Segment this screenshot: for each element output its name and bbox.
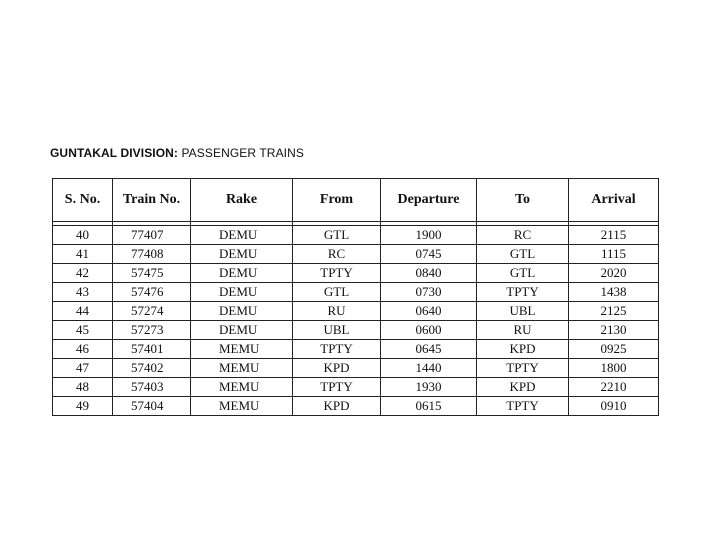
header-from: From	[293, 179, 381, 222]
cell-from: GTL	[293, 226, 381, 245]
cell-sno: 42	[53, 264, 113, 283]
header-arrival: Arrival	[569, 179, 659, 222]
cell-departure: 0615	[381, 397, 477, 416]
heading-division: GUNTAKAL DIVISION:	[50, 146, 179, 160]
cell-train-no: 77407	[113, 226, 191, 245]
cell-from: RU	[293, 302, 381, 321]
cell-to: KPD	[477, 378, 569, 397]
cell-rake: DEMU	[191, 283, 293, 302]
header-train-no: Train No.	[113, 179, 191, 222]
cell-to: UBL	[477, 302, 569, 321]
table-row	[53, 378, 659, 397]
cell-rake: MEMU	[191, 340, 293, 359]
cell-from: KPD	[293, 359, 381, 378]
header-sno: S. No.	[53, 179, 113, 222]
cell-train-no: 57273	[113, 321, 191, 340]
cell-rake: DEMU	[191, 245, 293, 264]
cell-to: GTL	[477, 245, 569, 264]
table-row	[53, 302, 659, 321]
cell-arrival: 1115	[569, 245, 659, 264]
cell-train-no: 57403	[113, 378, 191, 397]
cell-arrival: 0910	[569, 397, 659, 416]
cell-from: TPTY	[293, 378, 381, 397]
cell-rake: DEMU	[191, 264, 293, 283]
cell-sno: 41	[53, 245, 113, 264]
cell-from: UBL	[293, 321, 381, 340]
cell-sno: 40	[53, 226, 113, 245]
cell-sno: 43	[53, 283, 113, 302]
cell-from: TPTY	[293, 264, 381, 283]
cell-arrival: 2125	[569, 302, 659, 321]
cell-to: TPTY	[477, 359, 569, 378]
table-row	[53, 226, 659, 245]
table-row	[53, 264, 659, 283]
cell-departure: 0730	[381, 283, 477, 302]
table-row	[53, 340, 659, 359]
cell-train-no: 57475	[113, 264, 191, 283]
table-row	[53, 397, 659, 416]
cell-departure: 0640	[381, 302, 477, 321]
table-header-row	[53, 179, 659, 222]
header-departure: Departure	[381, 179, 477, 222]
cell-arrival: 2020	[569, 264, 659, 283]
cell-arrival: 1438	[569, 283, 659, 302]
cell-rake: DEMU	[191, 302, 293, 321]
cell-sno: 45	[53, 321, 113, 340]
cell-to: TPTY	[477, 283, 569, 302]
cell-train-no: 57404	[113, 397, 191, 416]
cell-arrival: 2210	[569, 378, 659, 397]
cell-from: KPD	[293, 397, 381, 416]
cell-to: RC	[477, 226, 569, 245]
cell-train-no: 57476	[113, 283, 191, 302]
cell-sno: 47	[53, 359, 113, 378]
cell-to: TPTY	[477, 397, 569, 416]
header-rake: Rake	[191, 179, 293, 222]
cell-from: TPTY	[293, 340, 381, 359]
cell-rake: DEMU	[191, 321, 293, 340]
passenger-trains-table	[52, 178, 659, 416]
cell-departure: 0600	[381, 321, 477, 340]
cell-to: RU	[477, 321, 569, 340]
cell-sno: 46	[53, 340, 113, 359]
cell-departure: 1900	[381, 226, 477, 245]
document-heading	[50, 146, 304, 160]
cell-train-no: 57402	[113, 359, 191, 378]
cell-rake: MEMU	[191, 378, 293, 397]
cell-rake: MEMU	[191, 397, 293, 416]
cell-train-no: 57401	[113, 340, 191, 359]
cell-train-no: 77408	[113, 245, 191, 264]
header-to: To	[477, 179, 569, 222]
cell-departure: 0645	[381, 340, 477, 359]
cell-sno: 49	[53, 397, 113, 416]
heading-category: PASSENGER TRAINS	[178, 146, 304, 160]
table-row	[53, 321, 659, 340]
cell-sno: 44	[53, 302, 113, 321]
cell-from: RC	[293, 245, 381, 264]
cell-departure: 1930	[381, 378, 477, 397]
cell-from: GTL	[293, 283, 381, 302]
table-row	[53, 283, 659, 302]
cell-arrival: 2130	[569, 321, 659, 340]
cell-to: GTL	[477, 264, 569, 283]
cell-sno: 48	[53, 378, 113, 397]
cell-rake: DEMU	[191, 226, 293, 245]
cell-departure: 0745	[381, 245, 477, 264]
cell-train-no: 57274	[113, 302, 191, 321]
cell-departure: 1440	[381, 359, 477, 378]
cell-arrival: 1800	[569, 359, 659, 378]
cell-arrival: 0925	[569, 340, 659, 359]
table-row	[53, 245, 659, 264]
cell-arrival: 2115	[569, 226, 659, 245]
cell-to: KPD	[477, 340, 569, 359]
cell-rake: MEMU	[191, 359, 293, 378]
table-row	[53, 359, 659, 378]
cell-departure: 0840	[381, 264, 477, 283]
